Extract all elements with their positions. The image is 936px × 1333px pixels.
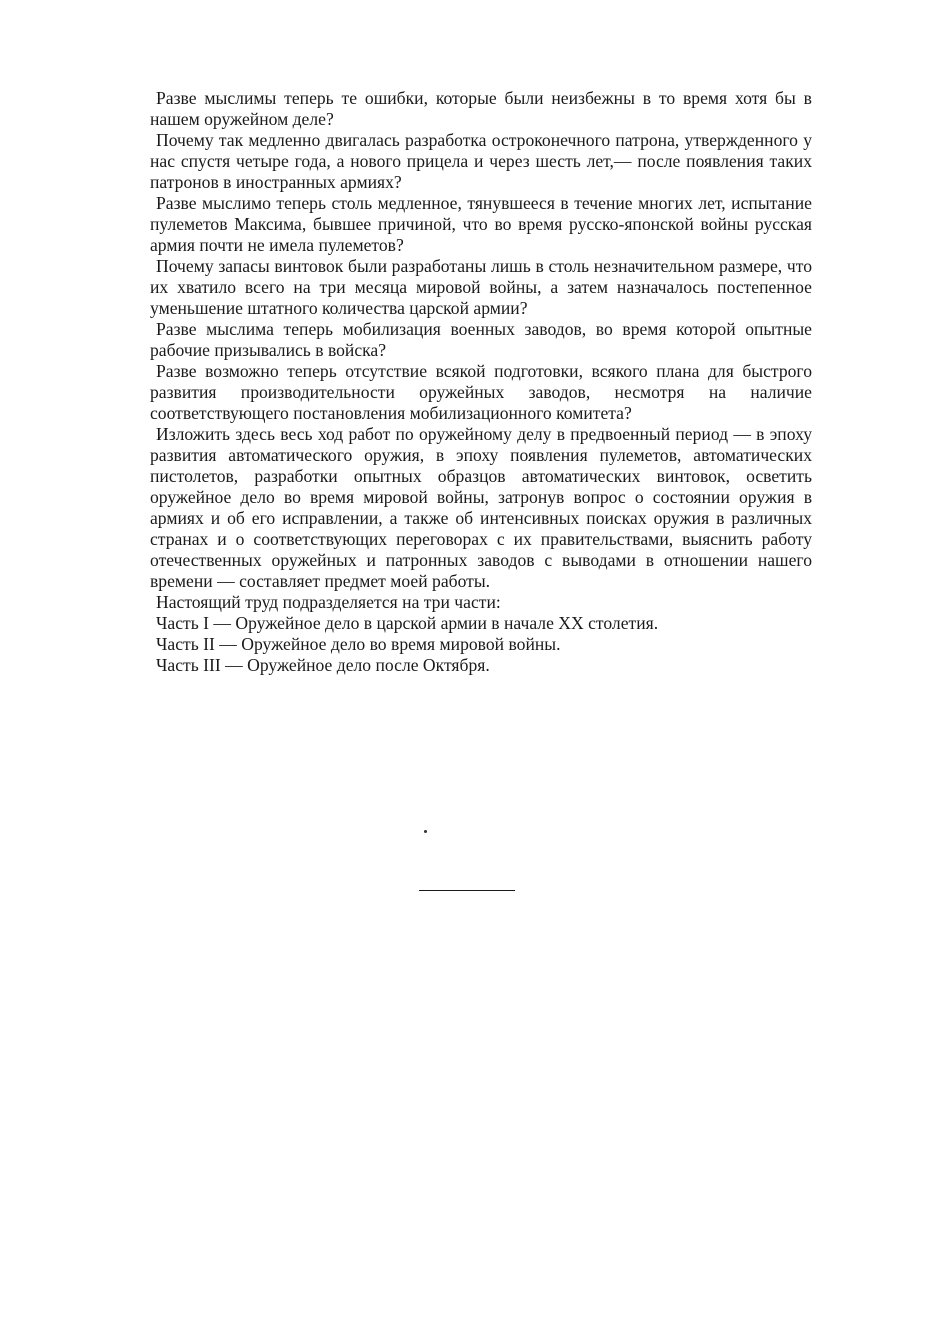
part-1-line: Часть I — Оружейное дело в царской армии в начале XX столетия. [156,613,659,633]
paragraph-4: Почему запасы винтовок были разработаны лишь в столь незначительном размере, что их хватило всего на три месяца мировой войны, а затем назначалось постепенное уменьшение штатного количества царской армии? [150,256,812,318]
paragraph-1: Разве мыслимы теперь те ошибки, которые были неизбежны в то время хотя бы в нашем оружейном деле? [150,88,812,129]
parts-list [150,613,812,676]
end-rule-divider [419,890,515,891]
document-body [150,88,812,676]
paragraph-8: Настоящий труд подразделяется на три части: [156,592,501,612]
part-2-line: Часть II — Оружейное дело во время мировой войны. [156,634,561,654]
paragraph-7: Изложить здесь весь ход работ по оружейному делу в предвоенный период — в эпоху развития автоматического оружия, в эпоху появления пулеметов, автоматических пистолетов, разработки опытных образцов автоматических винтовок, осветить оружейное дело во время мировой войны, затронув вопрос о состоянии оружия в армиях и об его исправлении, а также об интенсивных поисках оружия в различных странах и о соответствующих переговорах с их правительствами, выяснить работу отечественных оружейных и патронных заводов с выводами в отношении нашего времени — составляет предмет моей работы. [150,424,812,591]
paragraph-2: Почему так медленно двигалась разработка остроконечного патрона, утвержденного у нас спустя четыре года, а нового прицела и через шесть лет,— после появления таких патронов в иностранных армиях? [150,130,812,192]
paragraph-3: Разве мыслимо теперь столь медленное, тянувшееся в течение многих лет, испытание пулеметов Максима, бывшее причиной, что во время русско-японской войны русская армия почти не имела пулеметов? [150,193,812,255]
paragraph-5: Разве мыслима теперь мобилизация военных заводов, во время которой опытные рабочие призывались в войска? [150,319,812,360]
part-3-line: Часть III — Оружейное дело после Октября. [156,655,490,675]
paragraph-6: Разве возможно теперь отсутствие всякой подготовки, всякого плана для быстрого развития производительности оружейных заводов, несмотря на наличие соответствующего постановления мобилизационного комитета? [150,361,812,423]
stray-dot [424,830,427,833]
